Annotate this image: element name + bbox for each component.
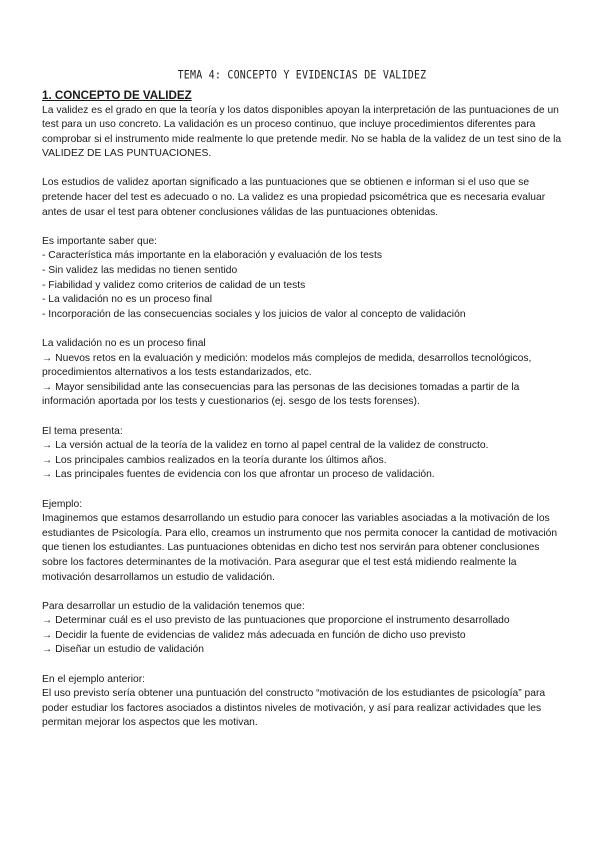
document-page [42,70,562,746]
previous-example-text: El uso previsto sería obtener una puntuación del constructo “motivación de los estudiantes de psicología” para poder estudiar los factores asociados a distintos niveles de motivación, y así para realizar actividades que les permitan mejorar los aspectos que les motivan. [42,688,546,729]
not-final-heading: La validación no es un proceso final [42,338,206,349]
example-block [42,498,562,586]
list-item: → La versión actual de la teoría de la validez en torno al papel central de la validez de constructo. [42,440,489,452]
important-heading: Es importante saber que: [42,235,158,247]
important-block [42,235,562,323]
list-item: → Nuevos retos en la evaluación y medición: modelos más complejos de medida, desarrollos tecnológicos, procedimientos alternativos a los tests estandarizados, etc. [42,352,532,379]
list-item: - La validación no es un proceso final [42,294,213,306]
list-item: - Fiabilidad y validez como criterios de calidad de un tests [42,279,306,291]
document-title: TEMA 4: CONCEPTO Y EVIDENCIAS DE VALIDEZ [177,69,427,82]
topic-heading: El tema presenta: [42,425,123,437]
list-item: - Característica más importante en la elaboración y evaluación de los tests [42,250,382,262]
list-item: → Diseñar un estudio de validación [42,644,204,656]
list-item: → Decidir la fuente de evidencias de validez más adecuada en función de dicho uso previsto [42,629,466,641]
list-item: - Sin validez las medidas no tienen sentido [42,265,238,277]
previous-example-block [42,673,562,731]
previous-example-heading: En el ejemplo anterior: [42,673,146,685]
list-item: - Incorporación de las consecuencias sociales y los juicios de valor al concepto de validación [42,308,466,320]
develop-block [42,600,562,658]
list-item: → Mayor sensibilidad ante las consecuencias para las personas de las decisiones tomadas a partir de la información aportada por los tests y cuestionarios (ej. sesgo de los tests forenses). [42,381,520,408]
develop-heading: Para desarrollar un estudio de la validación tenemos que: [42,600,305,612]
list-item: → Los principales cambios realizados en la teoría durante los últimos años. [42,454,387,466]
topic-block [42,425,562,483]
example-text: Imaginemos que estamos desarrollando un estudio para conocer las variables asociadas a la motivación de los estudiantes de Psicología. Para ello, creamos un instrumento que nos permita conocer la cantidad de motivación que tienen los estudiantes. Las puntuaciones obtenidas en dicho test nos servirán para obtener conclusiones sobre los factores determinantes de la motivación. Para asegurar que el test está midiendo realmente la motivación desarrollamos un estudio de validación. [42,513,558,583]
list-item: → Las principales fuentes de evidencia con los que afrontar un proceso de validación. [42,469,435,481]
not-final-block [42,337,562,410]
section-heading: 1. CONCEPTO DE VALIDEZ [42,89,192,102]
list-item: → Determinar cuál es el uso previsto de las puntuaciones que proporcione el instrumento desarrollado [42,615,510,627]
studies-paragraph: Los estudios de validez aportan significado a las puntuaciones que se obtienen e informan si el uso que se pretende hacer del test es adecuado o no. La validez es una propiedad psicométrica que es necesaria evaluar antes de usar el test para obtener conclusiones válidas de las puntuaciones obtenidas. [42,177,546,218]
intro-paragraph: La validez es el grado en que la teoría y los datos disponibles apoyan la interpretación de las puntuaciones de un test para un uso concreto. La validación es un proceso continuo, que incluye procedimientos diferentes para comprobar si el instrumento mide realmente lo que pretende medir. No se habla de la validez de un test sino de la VALIDEZ DE LAS PUNTUACIONES. [42,104,562,160]
example-heading: Ejemplo: [42,498,83,510]
